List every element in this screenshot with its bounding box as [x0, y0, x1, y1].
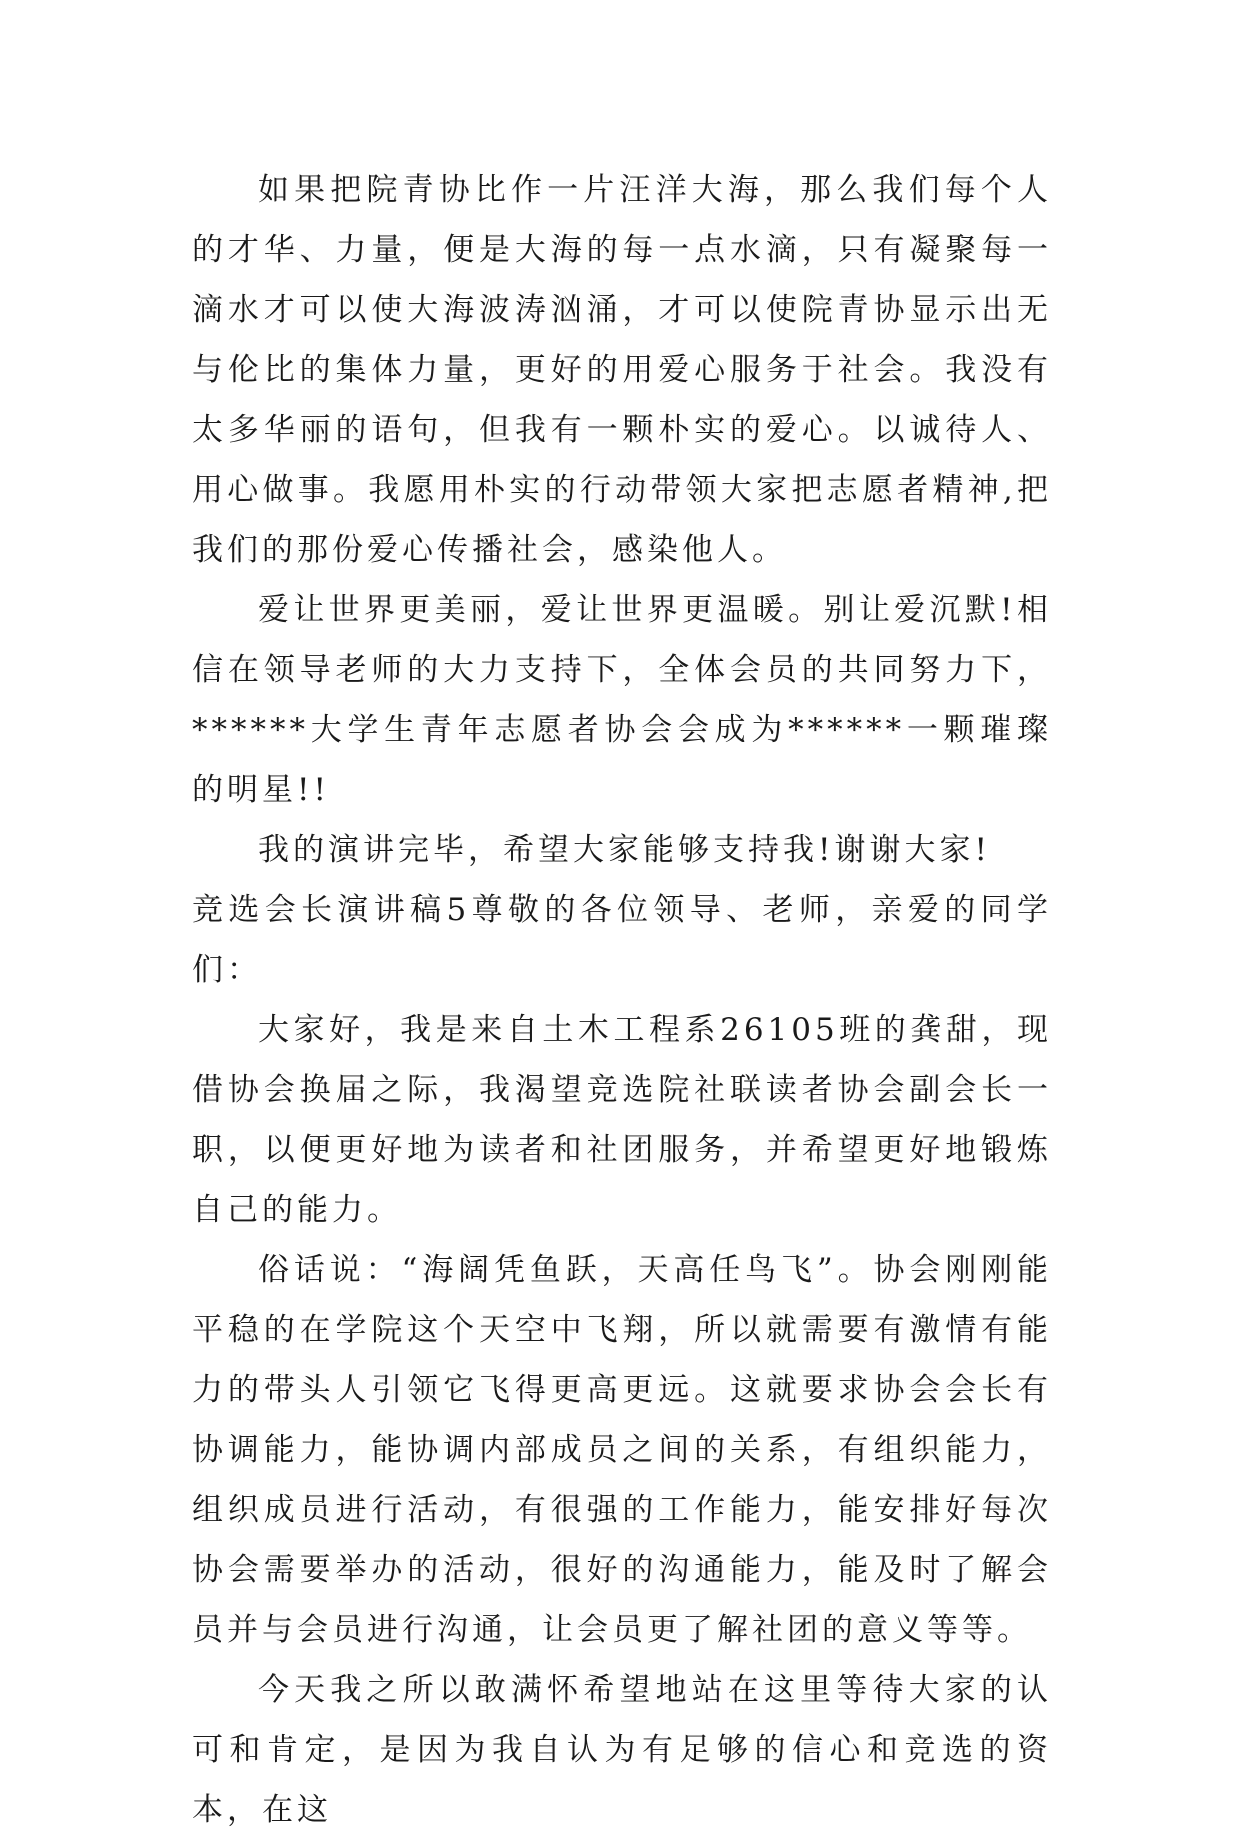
document-body	[192, 160, 1052, 1840]
paragraph: 爱让世界更美丽，爱让世界更温暖。别让爱沉默!相信在领导老师的大力支持下，全体会员的共同努力下，******大学生青年志愿者协会会成为******一颗璀璨的明星!!	[192, 592, 1052, 808]
paragraph: 今天我之所以敢满怀希望地站在这里等待大家的认可和肯定，是因为我自认为有足够的信心和竞选的资本，在这	[192, 1672, 1052, 1828]
paragraph: 俗话说：“海阔凭鱼跃，天高任鸟飞”。协会刚刚能平稳的在学院这个天空中飞翔，所以就需要有激情有能力的带头人引领它飞得更高更远。这就要求协会会长有协调能力，能协调内部成员之间的关系，有组织能力，组织成员进行活动，有很强的工作能力，能安排好每次协会需要举办的活动，很好的沟通能力，能及时了解会员并与会员进行沟通，让会员更了解社团的意义等等。	[192, 1252, 1052, 1648]
paragraph: 大家好，我是来自土木工程系26105班的龚甜，现借协会换届之际，我渴望竞选院社联读者协会副会长一职，以便更好地为读者和社团服务，并希望更好地锻炼自己的能力。	[192, 1012, 1052, 1228]
paragraph: 我的演讲完毕，希望大家能够支持我!谢谢大家!	[258, 832, 991, 868]
paragraph: 如果把院青协比作一片汪洋大海，那么我们每个人的才华、力量，便是大海的每一点水滴，只有凝聚每一滴水才可以使大海波涛汹涌，才可以使院青协显示出无与伦比的集体力量，更好的用爱心服务于社会。我没有太多华丽的语句，但我有一颗朴实的爱心。以诚待人、用心做事。我愿用朴实的行动带领大家把志愿者精神,把我们的那份爱心传播社会，感染他人。	[192, 172, 1052, 568]
section-heading-line: 竞选会长演讲稿5尊敬的各位领导、老师，亲爱的同学们：	[192, 892, 1052, 988]
